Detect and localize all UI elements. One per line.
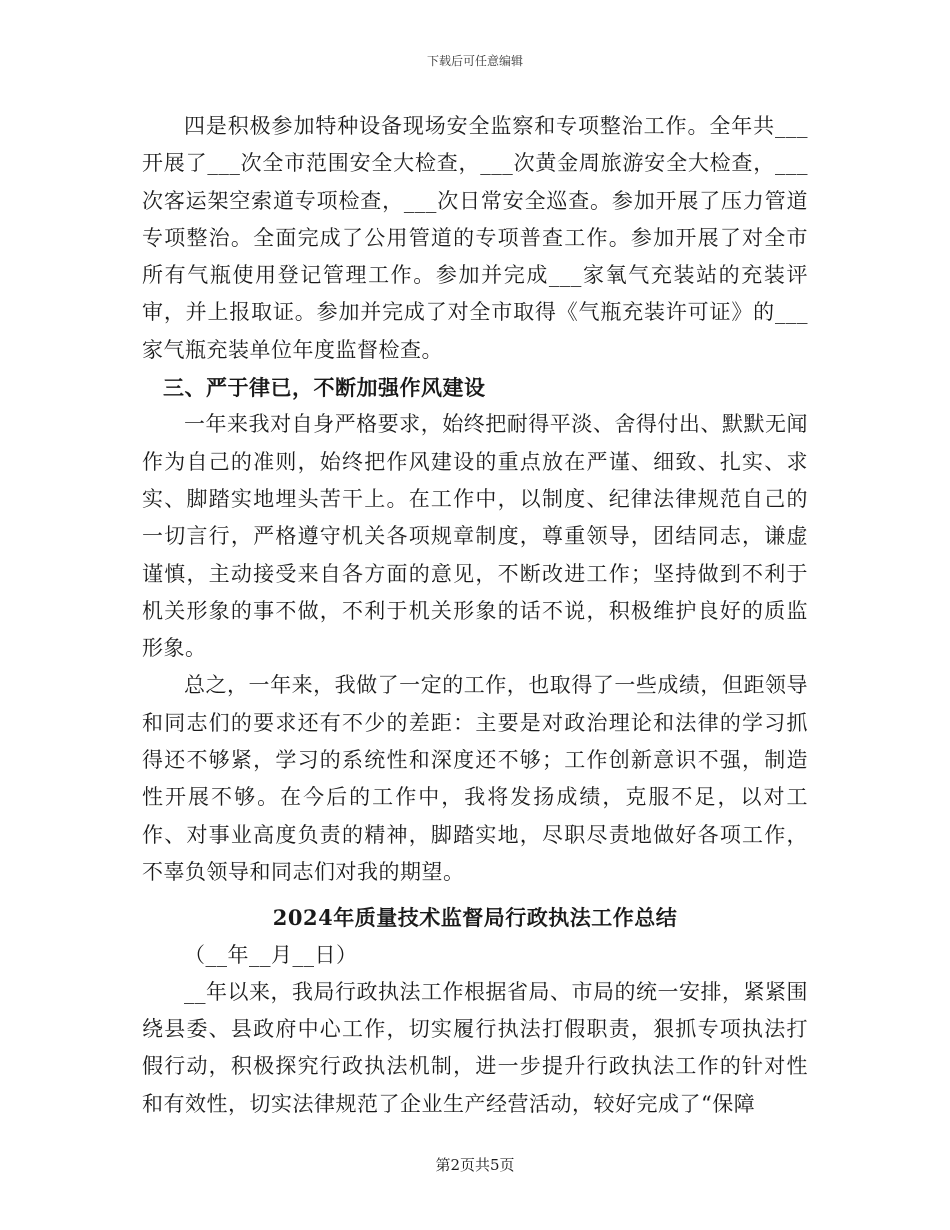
section-heading-3: 三、严于律已，不断加强作风建设 bbox=[163, 375, 486, 401]
paragraph-summary: 总之，一年来，我做了一定的工作，也取得了一些成绩，但距领导和同志们的要求还有不少的差距：主要是对政治理论和法律的学习抓得还不够紧，学习的系统性和深度还不够；工作创新意识不强，制造性开展不够。在今后的工作中，我将发扬成绩，克服不足，以对工作、对事业高度负责的精神，脚踏实地，尽职尽责地做好各项工作，不辜负领导和同志们对我的期望。 bbox=[142, 673, 808, 884]
paragraph-special-equipment: 四是积极参加特种设备现场安全监察和专项整治工作。全年共___开展了___次全市范围安全大检查，___次黄金周旅游安全大检查，___次客运架空索道专项检查，___次日常安全巡查。参加开展了压力管道专项整治。全面完成了公用管道的专项普查工作。参加开展了对全市所有气瓶使用登记管理工作。参加并完成___家氧气充装站的充装评审，并上报取证。参加并完成了对全市取得《气瓶充装许可证》的___家气瓶充装单位年度监督检查。 bbox=[142, 114, 808, 362]
page-number: 第2页共5页 bbox=[435, 1156, 515, 1174]
paragraph-work-style: 一年来我对自身严格要求，始终把耐得平淡、舍得付出、默默无闻作为自己的准则，始终把作风建设的重点放在严谨、细致、扎实、求实、脚踏实地埋头苦干上。在工作中，以制度、纪律法律规范自己的一切言行，严格遵守机关各项规章制度，尊重领导，团结同志，谦虚谨慎，主动接受来自各方面的意见，不断改进工作；坚持做到不利于机关形象的事不做，不利于机关形象的话不说，积极维护良好的质监形象。 bbox=[142, 412, 808, 661]
document-body bbox=[142, 108, 808, 1123]
page-header: 下载后可任意编辑 bbox=[426, 54, 523, 68]
paragraph-law-enforcement: __年以来，我局行政执法工作根据省局、市局的统一安排，紧紧围绕县委、县政府中心工作，切实履行执法打假职责，狠抓专项执法打假行动，积极探究行政执法机制，进一步提升行政执法工作的针对性和有效性，切实法律规范了企业生产经营活动，较好完成了“保障 bbox=[142, 979, 808, 1116]
document-title: 2024年质量技术监督局行政执法工作总结 bbox=[272, 905, 678, 931]
date-line: （__年__月__日） bbox=[184, 942, 358, 967]
